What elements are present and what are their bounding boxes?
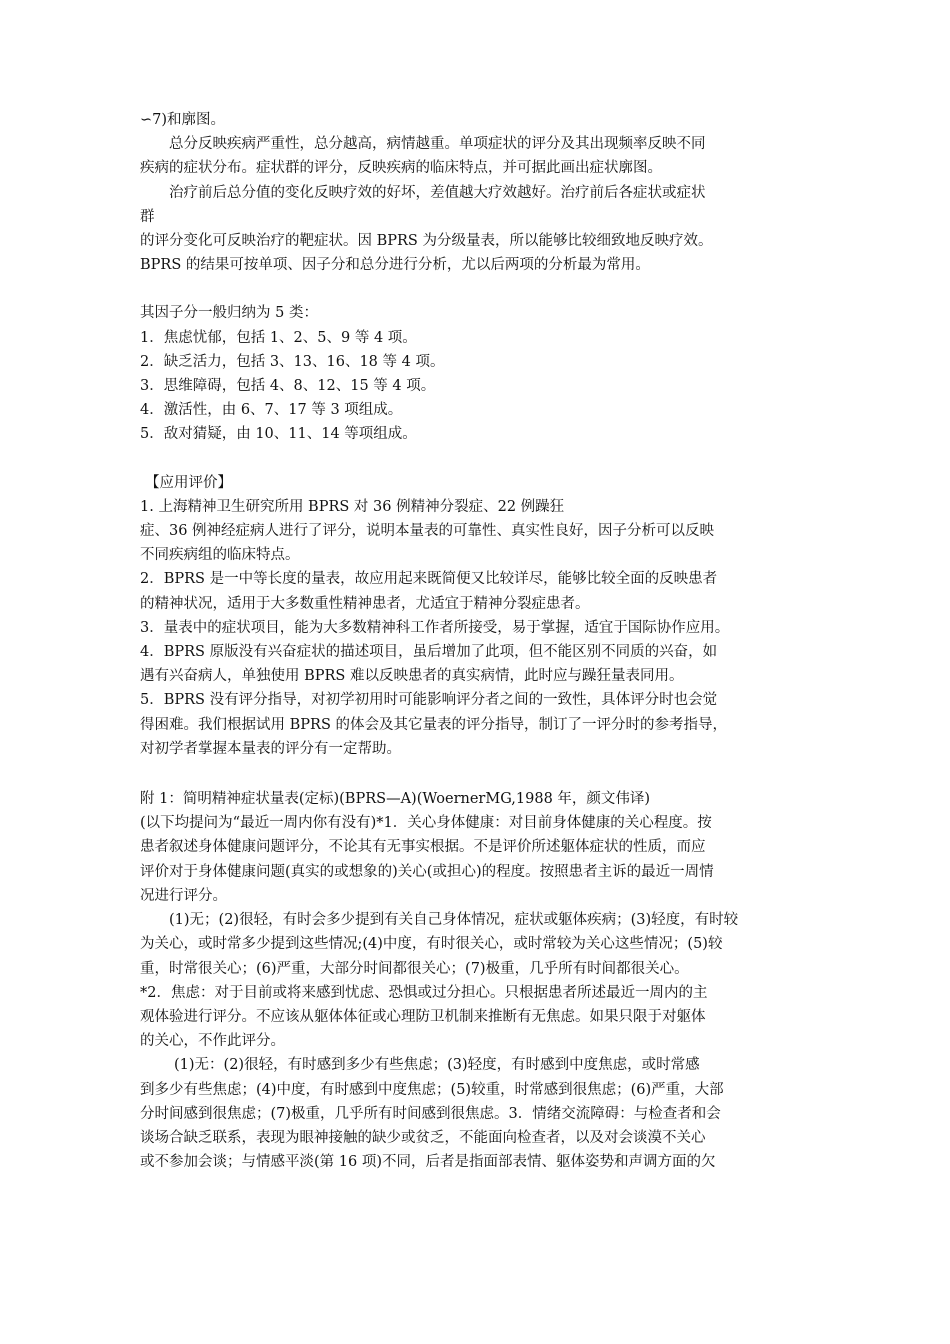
text-line: 治疗前后总分值的变化反映疗效的好坏，差值越大疗效越好。治疗前后各症状或症状: [169, 184, 706, 201]
text-line: BPRS 的结果可按单项、因子分和总分进行分析，尤以后两项的分析最为常用。: [140, 257, 650, 274]
factor-item: 4．激活性，由 6、7、17 等 3 项组成。: [140, 402, 403, 419]
text-line: 的关心，不作此评分。: [140, 1033, 285, 1050]
text-line: 的精神状况，适用于大多数重性精神患者，尤适宜于精神分裂症患者。: [140, 595, 590, 612]
paragraph-gap: [140, 761, 830, 787]
text-line: ∽7)和廓图。: [140, 112, 226, 128]
factor-item: 2．缺乏活力，包括 3、13、16、18 等 4 项。: [140, 353, 445, 370]
text-line: (1)无：(2)很轻，有时感到多少有些焦虑；(3)轻度，有时感到中度焦虑，或时常感: [174, 1057, 700, 1074]
text-line: 对初学者掌握本量表的评分有一定帮助。: [140, 740, 401, 757]
factor-item: 5．敌对猜疑，由 10、11、14 等项组成。: [140, 426, 417, 443]
document-page: [140, 108, 830, 1174]
text-line: 1. 上海精神卫生研究所用 BPRS 对 36 例精神分裂症、22 例躁狂: [140, 498, 565, 515]
appendix-title: 附 1：简明精神症状量表(定标)(BPRS—A)(WoernerMG,1988 年，颜文伟译): [140, 791, 651, 808]
paragraph-gap: [140, 277, 830, 301]
text-line: 分时间感到很焦虑；(7)极重，几乎所有时间感到很焦虑。3．情绪交流障碍：与检查者和会: [140, 1105, 721, 1122]
text-line: 5．BPRS 没有评分指导，对初学初用时可能影响评分者之间的一致性，具体评分时也会觉: [140, 692, 718, 709]
factor-item: 3．思维障碍，包括 4、8、12、15 等 4 项。: [140, 378, 436, 395]
text-line: 重，时常很关心；(6)严重，大部分时间都很关心；(7)极重，几乎所有时间都很关心。: [140, 960, 689, 977]
text-line: 评价对于身体健康问题(真实的或想象的)关心(或担心)的程度。按照患者主诉的最近一周情: [140, 863, 714, 880]
text-line: 况进行评分。: [140, 887, 227, 904]
text-line: (以下均提问为“最近一周内你有没有)*1．关心身体健康：对目前身体健康的关心程度。按: [140, 815, 712, 832]
text-line: 到多少有些焦虑；(4)中度，有时感到中度焦虑；(5)较重，时常感到很焦虑；(6)严重，大部: [140, 1081, 724, 1098]
text-line: 不同疾病组的临床特点。: [140, 547, 300, 564]
text-line: 3．量表中的症状项目，能为大多数精神科工作者所接受，易于掌握，适宜于国际协作应用。: [140, 619, 730, 636]
section-heading: 【应用评价】: [145, 474, 232, 491]
text-line: 或不参加会谈；与情感平淡(第 16 项)不同，后者是指面部表情、躯体姿势和声调方面的欠: [140, 1154, 716, 1171]
factor-intro: 其因子分一般归纳为 5 类：: [140, 305, 318, 322]
text-line: 为关心，或时常多少提到这些情况;(4)中度，有时很关心，或时常较为关心这些情况；(5)较: [140, 936, 723, 953]
text-line: (1)无；(2)很轻，有时会多少提到有关自己身体情况，症状或躯体疾病；(3)轻度，有时较: [169, 912, 739, 929]
text-line: 谈场合缺乏联系，表现为眼神接触的缺少或贫乏，不能面向检查者，以及对会谈漠不关心: [140, 1129, 706, 1146]
text-line: 患者叙述身体健康问题评分，不论其有无事实根据。不是评价所述躯体症状的性质，而应: [140, 839, 706, 856]
text-line: 得困难。我们根据试用 BPRS 的体会及其它量表的评分指导，制订了一评分时的参考指导，: [140, 716, 727, 733]
text-line: 观体验进行评分。不应该从躯体体征或心理防卫机制来推断有无焦虑。如果只限于对躯体: [140, 1008, 706, 1025]
text-line: 症、36 例神经症病人进行了评分，说明本量表的可靠性、真实性良好，因子分析可以反映: [140, 523, 715, 540]
text-line: *2．焦虑：对于目前或将来感到忧虑、恐惧或过分担心。只根据患者所述最近一周内的主: [140, 984, 708, 1001]
text-line: 总分反映疾病严重性，总分越高，病情越重。单项症状的评分及其出现频率反映不同: [169, 136, 706, 153]
paragraph-gap: [140, 447, 830, 471]
text-line: 群: [140, 208, 155, 225]
text-line: 的评分变化可反映治疗的靶症状。因 BPRS 为分级量表，所以能够比较细致地反映疗效。: [140, 233, 713, 250]
text-line: 疾病的症状分布。症状群的评分，反映疾病的临床特点，并可据此画出症状廓图。: [140, 160, 662, 177]
text-line: 2．BPRS 是一中等长度的量表，故应用起来既简便又比较详尽，能够比较全面的反映患者: [140, 571, 718, 588]
text-line: 遇有兴奋病人，单独使用 BPRS 难以反映患者的真实病情，此时应与躁狂量表同用。: [140, 668, 684, 685]
text-line: 4．BPRS 原版没有兴奋症状的描述项目，虽后增加了此项，但不能区别不同质的兴奋，如: [140, 644, 718, 661]
factor-item: 1．焦虑忧郁，包括 1、2、5、9 等 4 项。: [140, 329, 417, 346]
